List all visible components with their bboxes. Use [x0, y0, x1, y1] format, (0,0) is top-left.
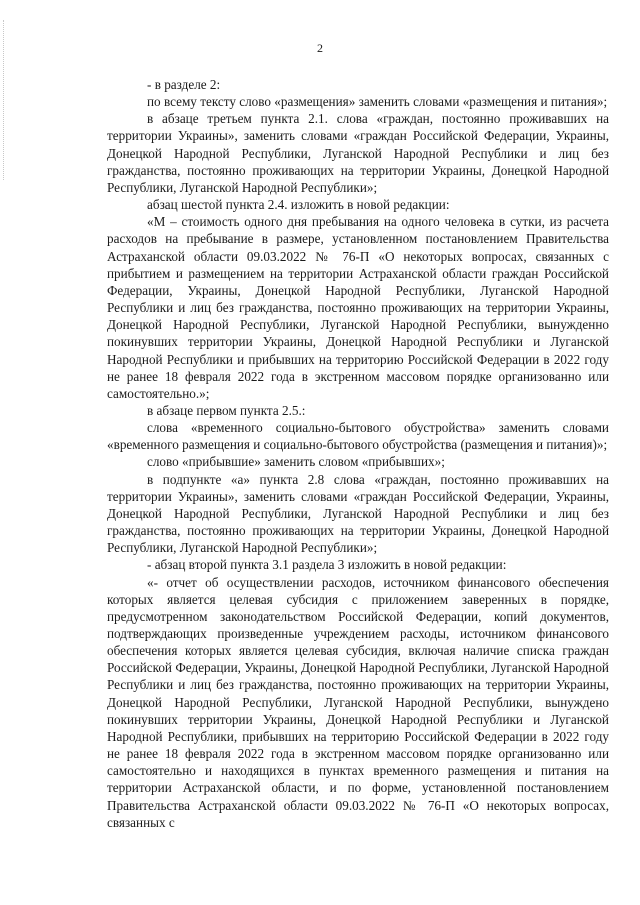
document-body — [107, 76, 609, 831]
paragraph-clause-2-4-text: «М – стоимость одного дня пребывания на одного человека в сутки, из расчета расходов на пребывание в размере, установленном постановлением Правительства Астраханской области 09.03.2022 № 76-П «О некоторых вопросах, связанных с прибытием и размещением на территории Астраханской области граждан Российской Федерации, Украины, Донецкой Народной Республики, Луганской Народной Республики и лиц без гражданства, постоянно проживающих на территории Украины, Донецкой Народной Республики, Луганской Народной Республики, вынужденно покинувших территории Украины, Донецкой Народной Республики и Луганской Народной Республики и прибывших на территорию Российской Федерации в 2022 году не ранее 18 февраля 2022 года в экстренном массовом порядке организованно или самостоятельно.»; — [107, 214, 609, 401]
paragraph-clause-2-5-intro: в абзаце первом пункта 2.5.: — [147, 402, 306, 418]
paragraph-section-2: - в разделе 2: — [147, 77, 221, 92]
page-number: 2 — [317, 41, 323, 55]
paragraph-clause-2-1: в абзаце третьем пункта 2.1. слова «граждан, постоянно проживавших на территории Украины», заменить словами «граждан Российской Федерации, Украины, Донецкой Народной Республики, Луганской Народной Республики и лиц без гражданства, постоянно проживающих на территории Украины, Донецкой Народной Республики, Луганской Народной Республики»; — [107, 111, 609, 195]
paragraph-clause-2-8: в подпункте «а» пункта 2.8 слова «граждан, постоянно проживавших на территории Украины», заменить словами «граждан Российской Федерации, Украины, Донецкой Народной Республики, Луганской Народной Республики и лиц без гражданства, постоянно проживающих на территории Украины, Донецкой Народной Республики, Луганской Народной Республики»; — [107, 471, 609, 556]
paragraph-clause-2-5-arrived: слово «прибывшие» заменить словом «прибывших»; — [147, 454, 445, 470]
paragraph-clause-2-5-words: слова «временного социально-бытового обустройства» заменить словами «временного размещения и социально-бытового обустройства (размещения и питания)»; — [107, 420, 609, 453]
paragraph-clause-3-1-intro: - абзац второй пункта 3.1 раздела 3 изложить в новой редакции: — [147, 557, 507, 573]
paragraph-clause-3-1-text: «- отчет об осуществлении расходов, источником финансового обеспечения которых является целевая субсидия с приложением заверенных в порядке, предусмотренном законодательством Российской Федерации, копий документов, подтверждающих произведенные учреждением расходы, источником финансового обеспечения которых является целевая субсидия, включая наличие списка граждан Российской Федерации, Украины, Донецкой Народной Республики, Луганской Народной Республики и лиц без гражданства, постоянно проживающих на территории Украины, Донецкой Народной Республики, Луганской Народной Республики, вынуждено покинувших территории Украины, Донецкой Народной Республики и Луганской Народной Республики, прибывших на территорию Российской Федерации в 2022 году не ранее 18 февраля 2022 года в экстренном массовом порядке организованно или самостоятельно и находящихся в пунктах временного размещения и питания на территории Астраханской области, и по форме, установленной постановлением Правительства Астраханской области 09.03.2022 № 76-П «О некоторых вопросах, связанных с — [107, 574, 609, 830]
paragraph-replace-placement: по всему тексту слово «размещения» заменить словами «размещения и питания»; — [147, 94, 608, 110]
paragraph-clause-2-4-intro: абзац шестой пункта 2.4. изложить в новой редакции: — [147, 197, 450, 213]
